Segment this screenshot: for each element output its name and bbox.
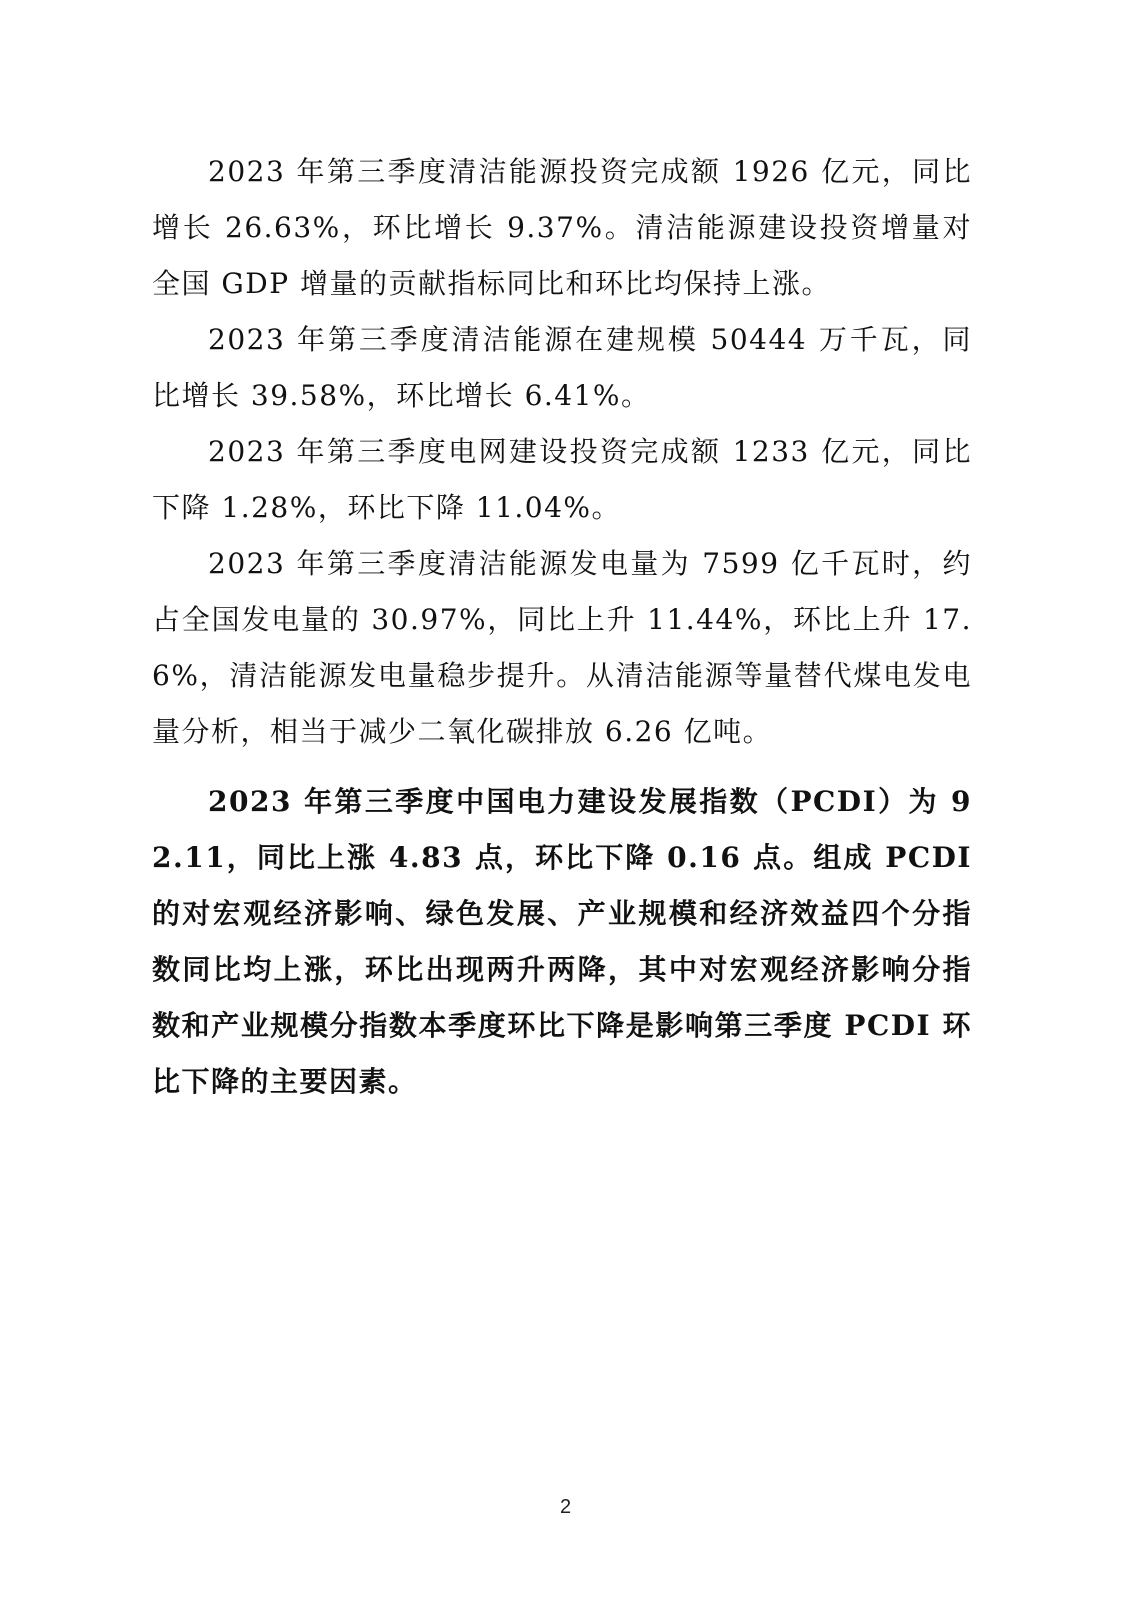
page-number: 2	[559, 1496, 572, 1518]
paragraph-clean-energy-investment: 2023 年第三季度清洁能源投资完成额 1926 亿元，同比增长 26.63%，环比增长 9.37%。清洁能源建设投资增量对全国 GDP 增量的贡献指标同比和环比均保持上涨。	[152, 155, 972, 300]
paragraph-grid-investment: 2023 年第三季度电网建设投资完成额 1233 亿元，同比下降 1.28%，环比下降 11.04%。	[152, 435, 972, 524]
document-body	[152, 144, 972, 1110]
paragraph-pcdi-summary: 2023 年第三季度中国电力建设发展指数（PCDI）为 92.11，同比上涨 4.83 点，环比下降 0.16 点。组成 PCDI 的对宏观经济影响、绿色发展、产业规模和经济效益四个分指数同比均上涨，环比出现两升两降，其中对宏观经济影响分指数和产业规模分指数本季度环比下降是影响第三季度 PCDI 环比下降的主要因素。	[152, 785, 972, 1098]
paragraph-clean-energy-construction-scale: 2023 年第三季度清洁能源在建规模 50444 万千瓦，同比增长 39.58%，环比增长 6.41%。	[152, 323, 972, 412]
paragraph-clean-energy-generation: 2023 年第三季度清洁能源发电量为 7599 亿千瓦时，约占全国发电量的 30.97%，同比上升 11.44%，环比上升 17.6%，清洁能源发电量稳步提升。从清洁能源等量替代煤电发电量分析，相当于减少二氧化碳排放 6.26 亿吨。	[152, 547, 972, 748]
